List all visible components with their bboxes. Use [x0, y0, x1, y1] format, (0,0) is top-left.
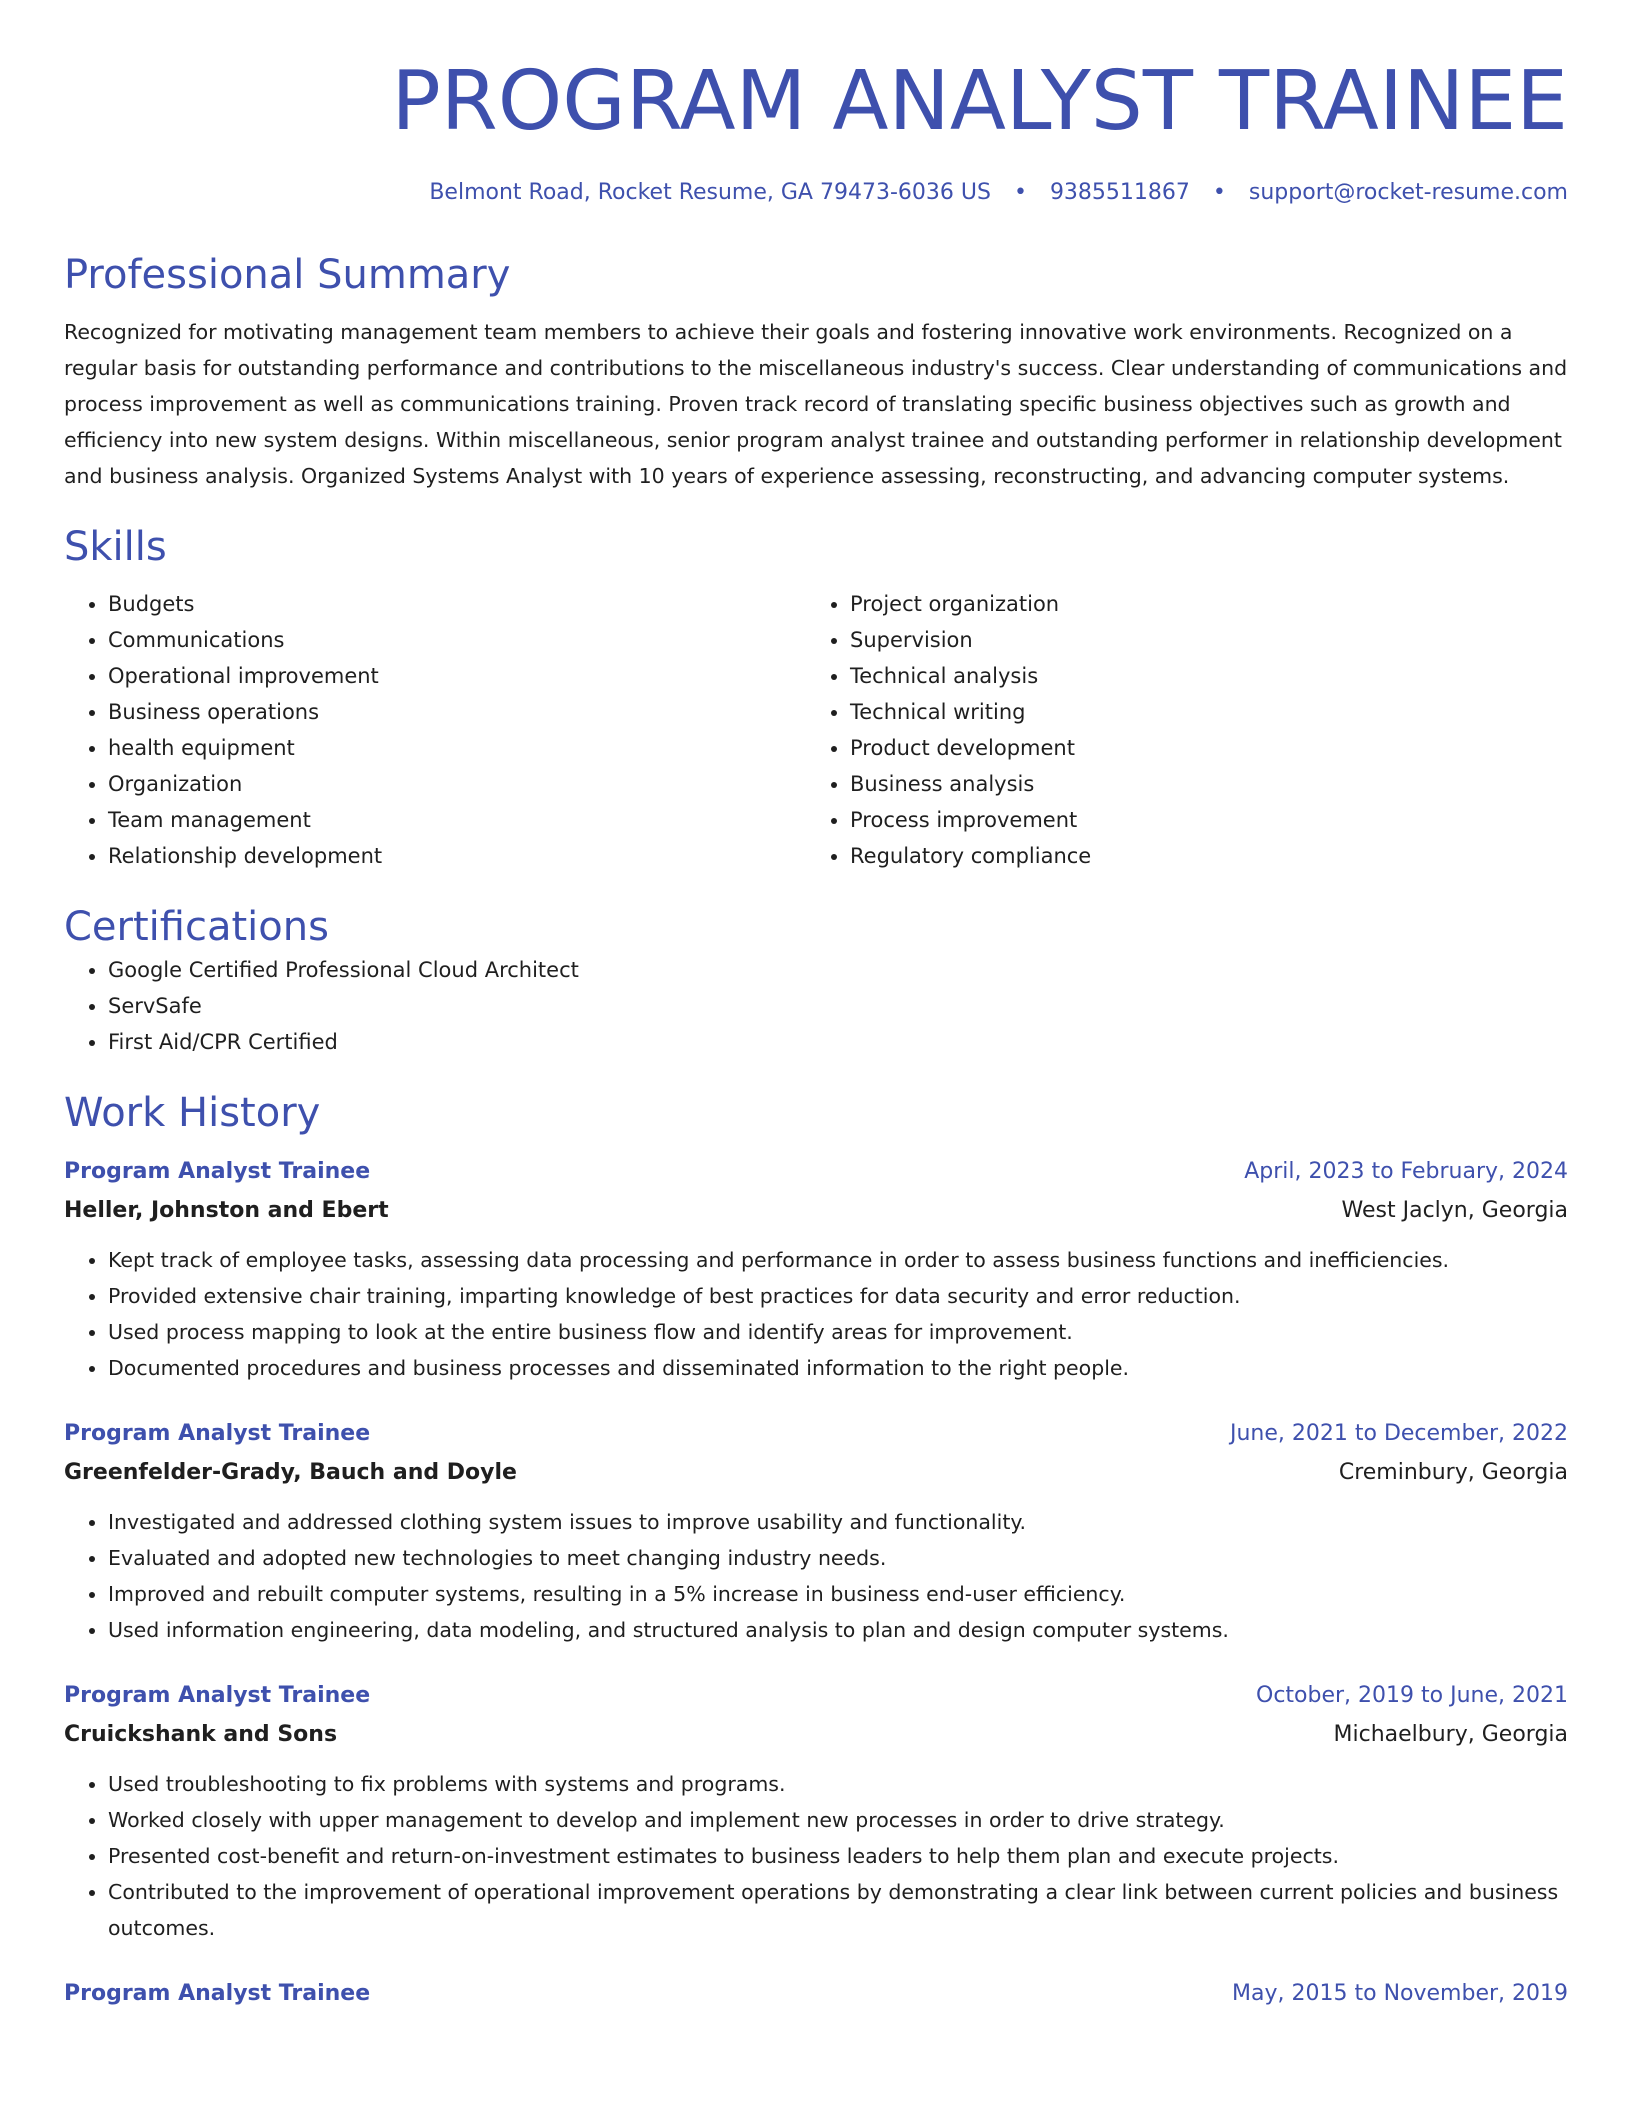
job-bullet: • Used troubleshooting to fix problems with systems and programs.: [108, 1766, 1568, 1802]
skills-column-left: [64, 586, 806, 874]
job-title: Program Analyst Trainee: [64, 1159, 371, 1184]
job-company: Heller, Johnston and Ebert: [64, 1198, 389, 1223]
contact-email[interactable]: support@rocket-resume.com: [1248, 180, 1568, 205]
job-bullet: • Documented procedures and business processes and disseminated information to the right people.: [108, 1350, 1568, 1386]
skill-item: • Team management: [108, 802, 806, 838]
job-bullet: • Contributed to the improvement of operational improvement operations by demonstrating a clear link between current policies and business outcomes.: [108, 1874, 1568, 1946]
job-entry: [64, 1974, 1568, 2014]
resume-page: [64, 0, 1568, 2014]
job-bullet: • Evaluated and adopted new technologies to meet changing industry needs.: [108, 1540, 1568, 1576]
skill-item: • Regulatory compliance: [850, 838, 1548, 874]
job-location: West Jaclyn, Georgia: [1341, 1198, 1568, 1223]
summary-text: Recognized for motivating management team members to achieve their goals and fostering innovative work environments. Recognized on a regular basis for outstanding performance and contributions to the miscellaneous industry's success. Clear understanding of communications and process improvement as well as communications training. Proven track record of translating specific business objectives such as growth and efficiency into new system designs. Within miscellaneous, senior program analyst trainee and outstanding performer in relationship development and business analysis. Organized Systems Analyst with 10 years of experience assessing, reconstructing, and advancing computer systems.: [64, 320, 1568, 488]
job-entry: [64, 1152, 1568, 1386]
resume-name: PROGRAM ANALYST TRAINEE: [391, 54, 1568, 149]
job-dates: May, 2015 to November, 2019: [1232, 1981, 1568, 2006]
job-dates: April, 2023 to February, 2024: [1244, 1159, 1568, 1184]
job-title: Program Analyst Trainee: [64, 1981, 371, 2006]
contact-separator: •: [1013, 180, 1027, 205]
job-bullet: • Presented cost-benefit and return-on-investment estimates to business leaders to help them plan and execute projects.: [108, 1838, 1568, 1874]
skill-item: • Budgets: [108, 586, 806, 622]
skill-item: • Supervision: [850, 622, 1548, 658]
job-bullet: • Used information engineering, data modeling, and structured analysis to plan and design computer systems.: [108, 1612, 1568, 1648]
contact-line: [64, 178, 1568, 208]
contact-address: Belmont Road, Rocket Resume, GA 79473-6036 US: [429, 180, 991, 205]
certification-item: • Google Certified Professional Cloud Architect: [108, 952, 1568, 988]
skill-item: • Organization: [108, 766, 806, 802]
job-location: Creminbury, Georgia: [1338, 1460, 1568, 1485]
job-title: Program Analyst Trainee: [64, 1421, 371, 1446]
contact-separator: •: [1212, 180, 1226, 205]
skill-item: • Business analysis: [850, 766, 1548, 802]
work-history-heading: Work History: [64, 1090, 321, 1136]
skill-item: • Technical writing: [850, 694, 1548, 730]
skill-item: • Relationship development: [108, 838, 806, 874]
certifications-list: [64, 952, 1568, 1060]
skill-item: • health equipment: [108, 730, 806, 766]
skill-item: • Business operations: [108, 694, 806, 730]
certification-item: • First Aid/CPR Certified: [108, 1024, 1568, 1060]
job-bullet: • Used process mapping to look at the entire business flow and identify areas for improvement.: [108, 1314, 1568, 1350]
contact-phone[interactable]: 9385511867: [1049, 180, 1190, 205]
skill-item: • Communications: [108, 622, 806, 658]
job-bullet: • Kept track of employee tasks, assessing data processing and performance in order to assess business functions and inefficiencies.: [108, 1242, 1568, 1278]
skill-item: • Technical analysis: [850, 658, 1548, 694]
job-company: Cruickshank and Sons: [64, 1722, 338, 1747]
job-dates: June, 2021 to December, 2022: [1229, 1421, 1568, 1446]
job-entry: [64, 1676, 1568, 1946]
job-bullets: [64, 1766, 1568, 1946]
skills-list: [64, 586, 1568, 874]
summary-heading: Professional Summary: [64, 252, 511, 298]
skills-heading: Skills: [64, 524, 167, 570]
job-bullet: • Improved and rebuilt computer systems, resulting in a 5% increase in business end-user efficiency.: [108, 1576, 1568, 1612]
job-bullets: [64, 1242, 1568, 1386]
skill-item: • Operational improvement: [108, 658, 806, 694]
skill-item: • Process improvement: [850, 802, 1548, 838]
job-title: Program Analyst Trainee: [64, 1683, 371, 1708]
job-bullets: [64, 1504, 1568, 1648]
skill-item: • Product development: [850, 730, 1548, 766]
skills-column-right: [806, 586, 1548, 874]
job-location: Michaelbury, Georgia: [1333, 1722, 1568, 1747]
job-bullet: • Provided extensive chair training, imparting knowledge of best practices for data security and error reduction.: [108, 1278, 1568, 1314]
job-company: Greenfelder-Grady, Bauch and Doyle: [64, 1460, 517, 1485]
job-entry: [64, 1414, 1568, 1648]
certifications-heading: Certifications: [64, 904, 329, 950]
job-bullet: • Investigated and addressed clothing system issues to improve usability and functionality.: [108, 1504, 1568, 1540]
certification-item: • ServSafe: [108, 988, 1568, 1024]
job-dates: October, 2019 to June, 2021: [1256, 1683, 1568, 1708]
job-bullet: • Worked closely with upper management to develop and implement new processes in order to drive strategy.: [108, 1802, 1568, 1838]
skill-item: • Project organization: [850, 586, 1548, 622]
